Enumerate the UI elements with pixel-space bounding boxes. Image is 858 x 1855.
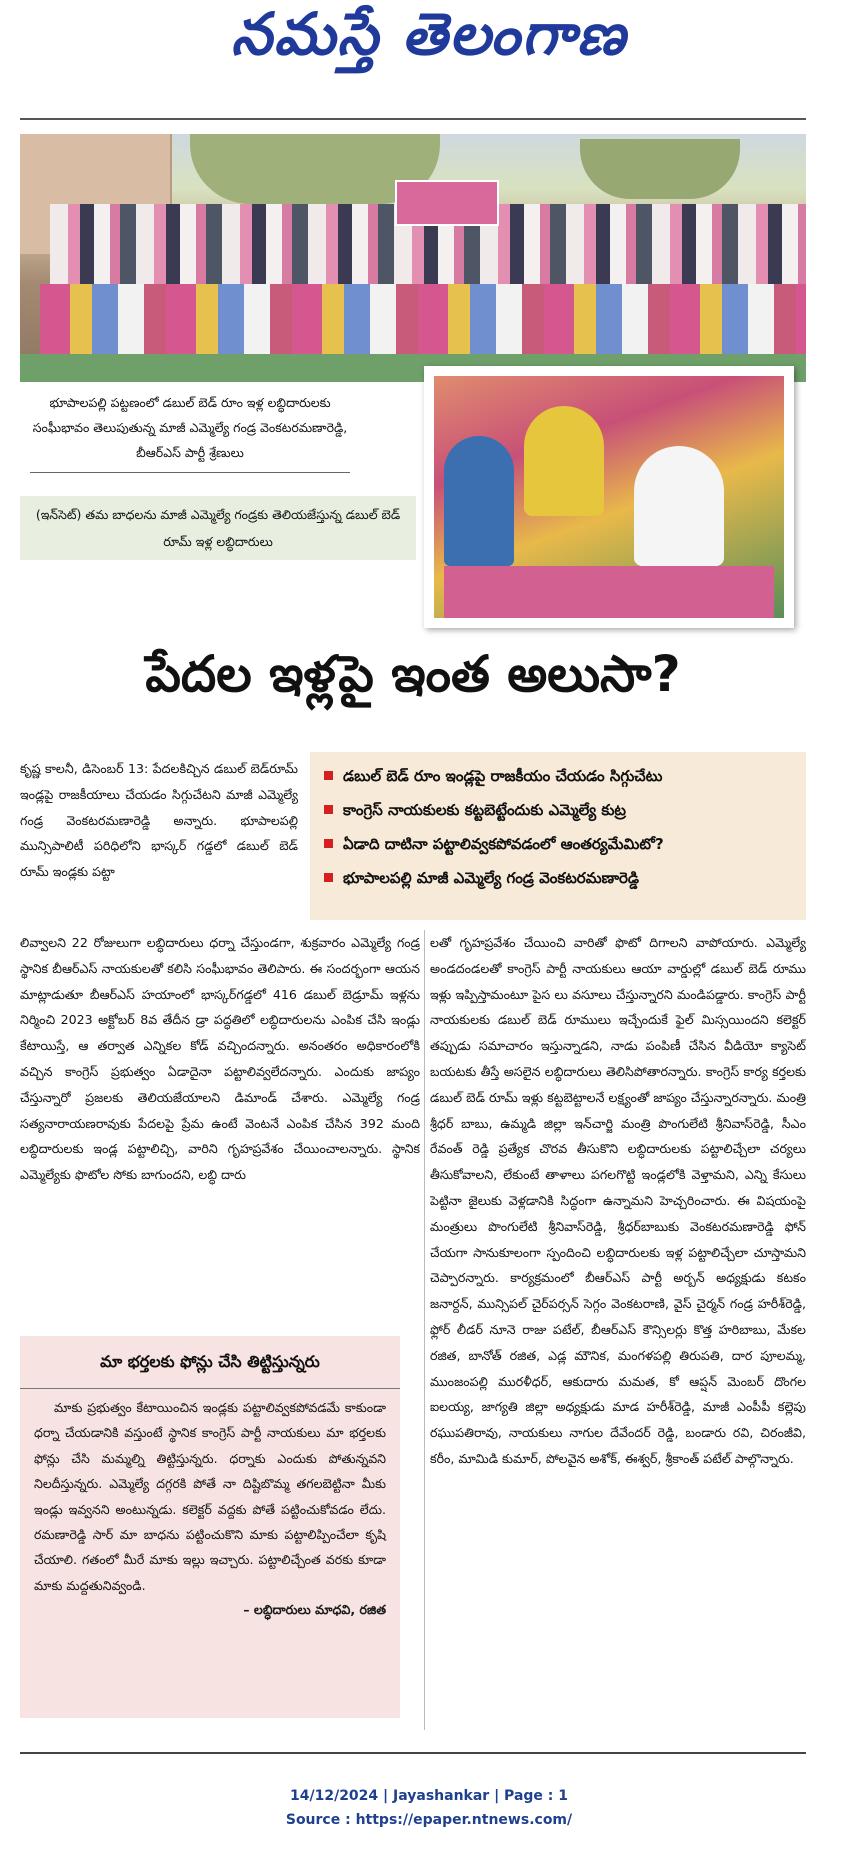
bullet-square-icon [324, 805, 333, 814]
photo-tree [580, 139, 740, 199]
photo-foreground [444, 566, 774, 618]
photo-person [634, 446, 724, 566]
footer-date-page: 14/12/2024 | Jayashankar | Page : 1 [290, 1788, 568, 1804]
inset-photo-frame [424, 366, 794, 628]
article-paragraph: లివ్వాలని 22 రోజులుగా లబ్ధిదారులు ధర్నా చేస్తుండగా, శుక్రవారం ఎమ్మెల్యే గండ్ర స్థానిక బీఆర్ఎస్ నాయకులతో కలిసి సంఘీభావం తెలిపారు. ఈ సందర్భంగా ఆయన మాట్లాడుతూ బీఆర్ఎస్ హయాంలో భాస్కర్‌గడ్డలో 416 డబుల్ బెడ్రూమ్ ఇళ్లను నిర్మించి 2023 అక్టోబర్ 8వ తేదీన డ్రా పద్ధతిలో లబ్ధిదారులను ఎంపిక చేసి ఇండ్లు కేటాయిస్తే, ఆ తర్వాత ఎన్నికల కోడ్ వచ్చిందన్నారు. అనంతరం అధికారంలోకి వచ్చిన కాంగ్రెస్ ప్రభుత్వం ఏడాదైనా పట్టాలివ్వలేదన్నారు. ఎందుకు జాప్యం చేస్తున్నారో ప్రజలకు తెలియజేయాలని డిమాండ్ చేశారు. ఎమ్మెల్యే గండ్ర సత్యనారాయణరావుకు పేదలపై ప్రేమ ఉంటే వెంటనే ఎంపిక చేసిన 392 మంది లబ్ధిదారులకు ఇండ్ల పట్టాలిచ్చి, వారిని గృహప్రవేశం చేయించాలన్నారు. స్థానిక ఎమ్మెల్యేకు ఫొటోల సోకు బాగుందని, లబ్ధి దారు [20, 935, 420, 1183]
inset-photo [434, 376, 784, 618]
bullet-square-icon [324, 873, 333, 882]
photo-person [524, 406, 604, 516]
footer-source: Source : https://epaper.ntnews.com/ [285, 1812, 573, 1828]
caption-rule [30, 472, 350, 473]
highlight-text: డబుల్ బెడ్ రూం ఇండ్లపై రాజకీయం చేయడం సిగ్గుచేటు [343, 767, 663, 785]
main-photo [20, 134, 806, 382]
highlight-item [324, 834, 794, 868]
highlight-item [324, 800, 794, 834]
photo-person [444, 436, 514, 566]
highlight-item [324, 766, 794, 800]
photo-banner [395, 180, 499, 226]
sidebar-signature: – లబ్ధిదారులు మాధవి, రజిత [243, 1602, 386, 1618]
headline: పేదల ఇళ్లపై ఇంత అలుసా? [145, 644, 681, 703]
masthead: నమస్తే తెలంగాణ [231, 0, 627, 68]
article-paragraph: లతో గృహప్రవేశం చేయించి వారితో ఫొటో దిగాలని వాపోయారు. ఎమ్మెల్యే అండదండలతో కాంగ్రెస్ పార్టీ నాయకులు ఆయా వార్డుల్లో డబుల్ బెడ్ రూము ఇళ్లు ఇప్పిస్తామంటూ పైస లు వసూలు చేస్తున్నారని మండిపడ్డారు. కాంగ్రెస్ పార్టీ నాయకులకు డబుల్ బెడ్ రూములు ఇచ్చేందుకే ఫైల్ మిస్సయిందని కలెక్టర్ తప్పుడు సమాచారం ఇస్తున్నాడని, నాడు పంపిణీ చేసిన వీడియో క్యాసెట్ బయటకు తీస్తే అసలైన లబ్ధిదారులు తెలిసిపోతారన్నారు. కాంగ్రెస్ కార్య కర్తలకు డబుల్ బెడ్ రూమ్ ఇళ్లు కట్టబెట్టాలనే లక్ష్యంతో జాప్యం చేస్తున్నారన్నారు. మంత్రి శ్రీధర్ బాబు, ఉమ్మడి జిల్లా ఇన్‌చార్జి మంత్రి పొంగులేటి శ్రీనివాస్‌రెడ్డి, సీఎం రేవంత్ రెడ్డి ప్రత్యేక చొరవ తీసుకొని లబ్ధిదారులకు పట్టాలిచ్చేలా చర్యలు తీసుకోవాలని, లేకుంటే తాళాలు పగలగొట్టి ఇండ్లలోకి వెళ్తామని, ఎన్ని కేసులు పెట్టినా జైలుకు వెళ్లడానికి సిద్ధంగా ఉన్నామని హెచ్చరించారు. ఈ విషయంపై మంత్రులు పొంగులేటి శ్రీనివాస్‌రెడ్డి, శ్రీధర్‌బాబుకు వెంకటరమణారెడ్డి ఫోన్ చేయగా సానుకూలంగా స్పందించి లబ్ధిదారులకు ఇళ్ల పట్టాలిచ్చేలా చూస్తామని చెప్పారన్నారు. కార్యక్రమంలో బీఆర్ఎస్ పార్టీ అర్బన్ అధ్యక్షుడు కటకం జనార్దన్, మున్సిపల్ చైర్‌పర్సన్ సెగ్గం వెంకటరాణి, వైస్ చైర్మన్ గండ్ర హరీశ్‌రెడ్డి, ఫ్లోర్ లీడర్ నూనె రాజు పటేల్, బీఆర్ఎస్ కౌన్సిలర్లు కొత్త హరిబాబు, మేకల రజిత, బానోత్ రజిత, ఎడ్ల మౌనిక, మంగళపల్లి తిరుపతి, దార పూలమ్మ, ముంజంపల్లి మురళీధర్, ఆకుదారు మమత, కో ఆప్షన్ మెంబర్ దొంగల ఐలయ్య, జాగ్యతి జిల్లా అధ్యక్షుడు మాడ హరీశ్‌రెడ్డి, మాజీ ఎంపీపీ కల్లెపు రఘుపతిరావు, నాయకులు నాగుల దేవేందర్ రెడ్డి, బండారు రవి, చిరంజీవి, కరీం, మామిడి కుమార్, పోలవైన అశోక్, ఈశ్వర్, శ్రీకాంత్ పటేల్ పాల్గొన్నారు. [430, 935, 806, 1466]
bullet-square-icon [324, 771, 333, 780]
sidebar-title: మా భర్తలకు ఫోన్లు చేసి తిట్టిస్తున్నరు [20, 1336, 400, 1389]
sidebar-box [20, 1336, 400, 1718]
bottom-rule [20, 1752, 806, 1754]
photo-caption: భూపాలపల్లి పట్టణంలో డబుల్ బెడ్ రూం ఇళ్ల లబ్ధిదారులకు సంఘీభావం తెలుపుతున్న మాజీ ఎమ్మెల్యే గండ్ర వెంకటరమణారెడ్డి, బీఆర్ఎస్ పార్టీ శ్రేణులు [32, 395, 348, 460]
highlight-text: ఏడాది దాటినా పట్టాలివ్వకపోవడంలో ఆంతర్యమేమిటో? [343, 835, 664, 853]
masthead-rule [20, 118, 806, 120]
article-body-left [20, 930, 420, 1292]
sidebar-body [34, 1389, 386, 1598]
highlight-item [324, 868, 794, 902]
column-divider [424, 930, 425, 1730]
highlights-box [310, 752, 806, 920]
sidebar-text: మాకు ప్రభుత్వం కేటాయించిన ఇండ్లకు పట్టాలివ్వకపోవడమే కాకుండా ధర్నా చేయడానికి వస్తుంటే స్థానిక కాంగ్రెస్ పార్టీ నాయకులు మా భర్తలకు ఫోన్లు చేసి మమ్మల్ని తిట్టిస్తున్నరు. ధర్నాకు ఎందుకు పోతున్నవని నిలదీస్తున్నరు. ఎమ్మెల్యే దగ్గరకి పోతే నా దిష్టిబొమ్మ తగలబెట్టినా మీకు ఇండ్లు ఇవ్వనని అంటున్నడు. కలెక్టర్ వద్దకు పోతే పట్టించుకోవడం లేదు. రమణారెడ్డి సార్ మా బాధను పట్టించుకొని మాకు పట్టాలిప్పించేలా కృషి చేయాలి. గతంలో మీరే మాకు ఇల్లు ఇచ్చారు. పట్టాలిచ్చేంత వరకు కూడా మాకు మద్దతునివ్వండి. [34, 1400, 386, 1593]
article-paragraph: కృష్ణ కాలనీ, డిసెంబర్ 13: పేదలకిచ్చిన డబుల్ బెడ్‌రూమ్ ఇండ్లపై రాజకీయాలు చేయడం సిగ్గుచేటని మాజీ ఎమ్మెల్యే గండ్ర వెంకటరమణారెడ్డి అన్నారు. భూపాలపల్లి మున్సిపాలిటీ పరిధిలోని భాస్కర్ గడ్డలో డబుల్ బెడ్ రూమ్ ఇండ్లకు పట్టా [20, 761, 298, 880]
article-body-right [430, 930, 806, 1730]
highlight-text: కాంగ్రెస్ నాయకులకు కట్టబెట్టేందుకు ఎమ్మెల్యే కుట్ర [343, 801, 626, 819]
article-body-intro [20, 756, 298, 928]
bullet-square-icon [324, 839, 333, 848]
highlight-text: భూపాలపల్లి మాజీ ఎమ్మెల్యే గండ్ర వెంకటరమణారెడ్డి [343, 869, 640, 887]
inset-caption: (ఇన్‌సెట్) తమ బాధలను మాజీ ఎమ్మెల్యే గండ్రకు తెలియజేస్తున్న డబుల్ బెడ్ రూమ్ ఇళ్ల లబ్ధిదారులు [20, 496, 416, 560]
